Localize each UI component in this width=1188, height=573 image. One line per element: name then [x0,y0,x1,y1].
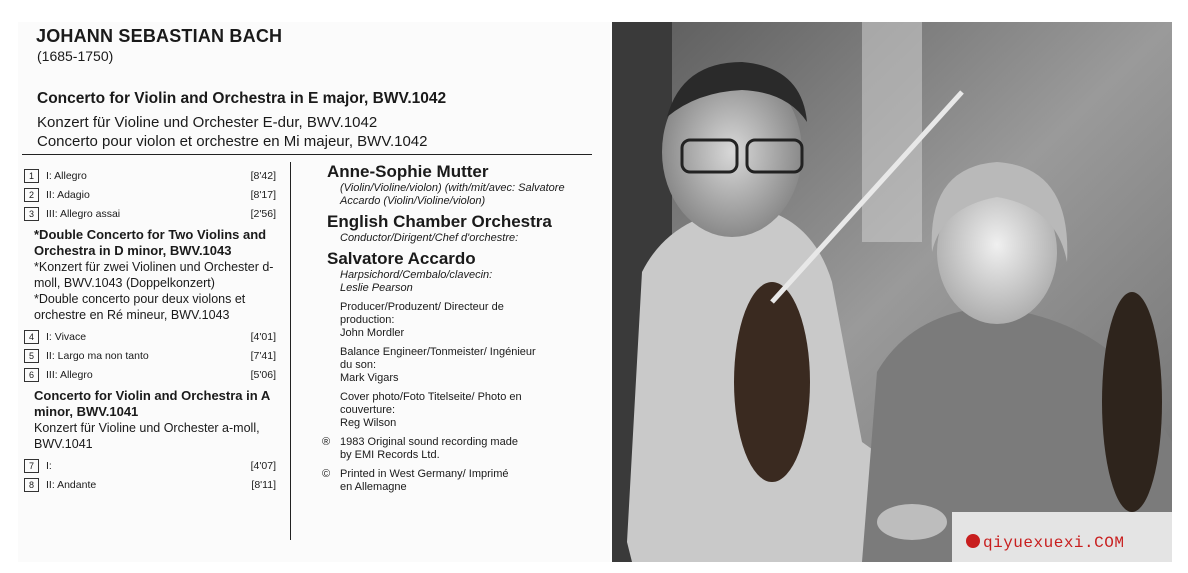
track-number: 7 [24,459,39,473]
track-number: 5 [24,349,39,363]
double-concerto-fr: *Double concerto pour deux violons et orchestre en Ré mineur, BWV.1043 [34,292,246,322]
track-duration: [4'01] [250,331,276,343]
track-duration: [2'56] [250,208,276,220]
photographer-name: Reg Wilson [340,417,397,429]
track-row [24,458,286,477]
photo-credit-label: Cover photo/Foto Titelseite/ Photo en couverture: [340,391,522,416]
track-title: III: Allegro [46,369,93,381]
track-number: 8 [24,478,39,492]
track-title: II: Largo ma non tanto [46,350,149,362]
engineer-label: Balance Engineer/Tonmeister/ Ingénieur du son: [340,346,536,371]
copyright-symbol: © [322,468,331,480]
harpsichord-role: Harpsichord/Cembalo/clavecin: [340,269,493,281]
harpsichordist-name: Leslie Pearson [340,282,413,294]
a-minor-concerto-de: Konzert für Violine und Orchester a-moll, BWV.1041 [34,421,260,451]
producer-name: John Mordler [340,327,405,339]
track-row [24,168,286,187]
track-title: II: Andante [46,479,97,491]
track-number: 2 [24,188,39,202]
track-number: 4 [24,330,39,344]
work-title: Concerto for Violin and Orchestra in E major, BWV.1042 [37,90,447,107]
phonogram-symbol: ® [322,436,331,448]
track-duration: [7'41] [250,350,276,362]
track-number: 1 [24,169,39,183]
double-concerto-title: *Double Concerto for Two Violins and Orchestra in D minor, BWV.1043 [34,227,267,258]
a-minor-concerto-title: Concerto for Violin and Orchestra in A minor, BWV.1041 [34,388,270,419]
track-number: 3 [24,207,39,221]
printed-note-row [322,468,520,494]
track-title: I: Allegro [46,170,87,182]
watermark-logo-icon [966,534,980,548]
conductor-name: Salvatore Accardo [327,249,476,268]
track-row [24,206,286,225]
printed-note: Printed in West Germany/ Imprimé en Allemagne [340,468,509,493]
track-duration: [4'07] [250,460,276,472]
credits-column [305,162,595,494]
track-title: I: Vivace [46,331,87,343]
track-duration: [8'11] [251,479,276,491]
track-number: 6 [24,368,39,382]
soloist-name: Anne-Sophie Mutter [327,162,489,181]
track-row [24,329,286,348]
composer-name: JOHANN SEBASTIAN BACH [36,26,283,46]
a-minor-concerto-block [34,388,286,452]
column-divider [290,162,291,540]
cover-photo [612,22,1172,562]
producer-label: Producer/Produzent/ Directeur de production: [340,301,504,326]
work-title-de: Konzert für Violine und Orchester E-dur, BWV.1042 [37,114,378,131]
engineer-name: Mark Vigars [340,372,399,384]
watermark-text: qiyuexuexi.COM [983,534,1125,552]
track-row [24,348,286,367]
photo-window-light [862,22,922,242]
track-row [24,187,286,206]
track-title: III: Allegro assai [46,208,121,220]
soloist-role: (Violin/Violine/violon) (with/mit/avec: Salvatore Accardo (Violin/Violine/violon) [340,182,565,207]
hand-shape [877,504,947,540]
second-violin-shape [1102,292,1162,512]
track-duration: [5'06] [250,369,276,381]
recording-note: 1983 Original sound recording made by EMI Records Ltd. [340,436,518,461]
horizontal-rule [22,154,592,155]
track-duration: [8'17] [250,189,276,201]
orchestra-role: Conductor/Dirigent/Chef d'orchestre: [340,232,519,244]
track-title: II: Adagio [46,189,90,201]
track-list [24,168,286,496]
track-row [24,477,286,496]
watermark [966,534,1124,552]
double-concerto-de: *Konzert für zwei Violinen und Orchester d-moll, BWV.1043 (Doppelkonzert) [34,260,274,290]
orchestra-name: English Chamber Orchestra [327,212,552,231]
violin-body-shape [734,282,810,482]
double-concerto-block [34,227,286,323]
track-duration: [8'42] [250,170,276,182]
work-title-fr: Concerto pour violon et orchestre en Mi majeur, BWV.1042 [37,133,428,150]
recording-note-row [322,436,530,462]
track-title: I: [46,460,52,472]
composer-dates: (1685-1750) [37,48,114,64]
track-row [24,367,286,386]
